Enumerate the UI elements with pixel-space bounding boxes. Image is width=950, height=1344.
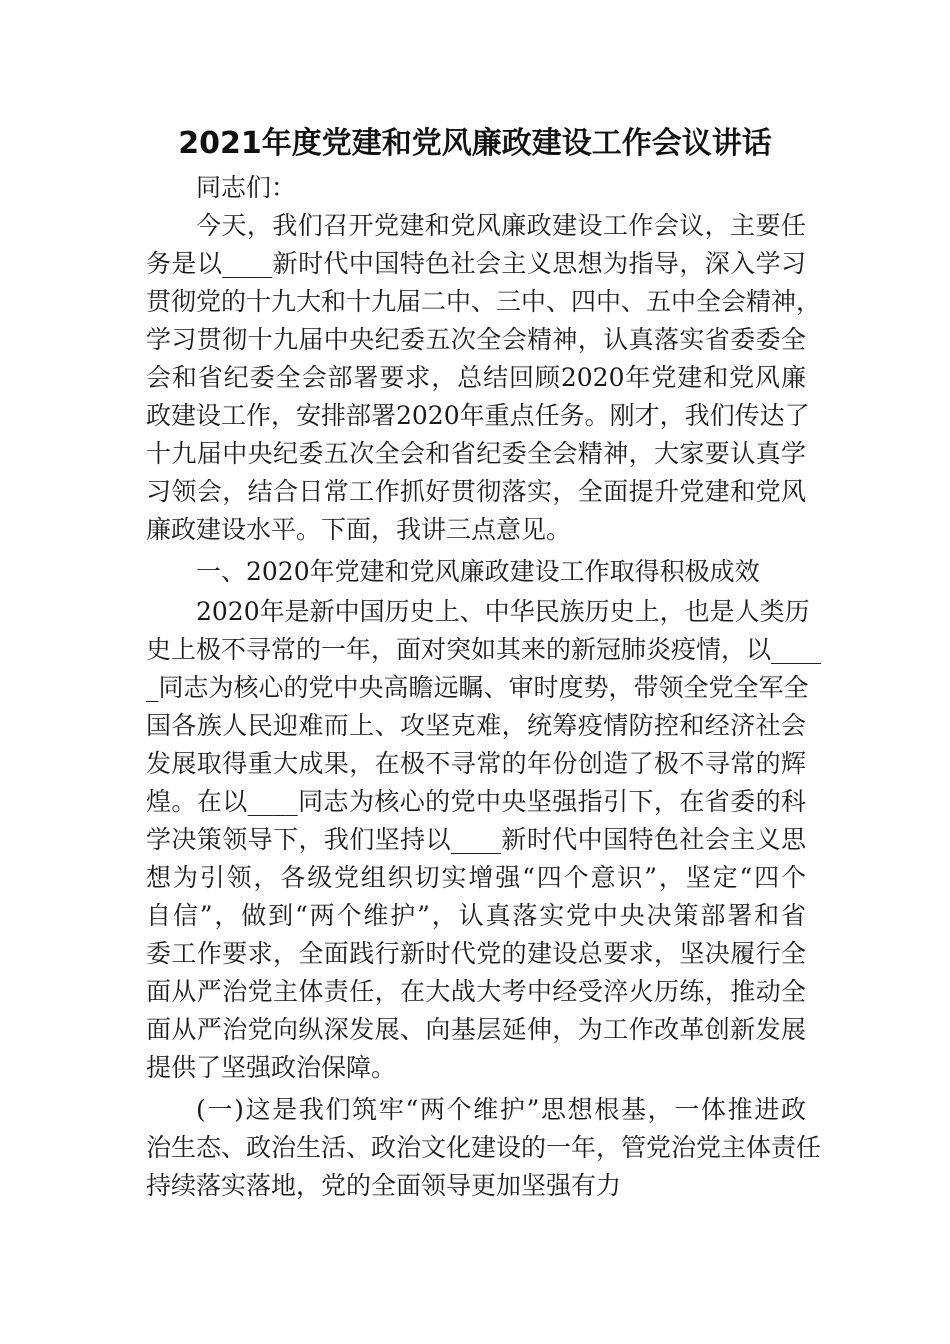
subsection-heading-line: 治生态、政治生活、政治文化建设的一年，管党治党主体责任 xyxy=(146,1133,822,1162)
paragraph-line: 习领会，结合日常工作抓好贯彻落实，全面提升党建和党风 xyxy=(146,477,806,506)
paragraph-line: 面从严治党主体责任，在大战大考中经受淬火历练，推动全 xyxy=(146,977,806,1006)
paragraph-line: 学决策领导下，我们坚持以____新时代中国特色社会主义思 xyxy=(146,825,806,854)
salutation: 同志们： xyxy=(196,173,297,202)
section-heading: 一、2020年党建和党风廉政建设工作取得积极成效 xyxy=(196,557,760,586)
paragraph-line: 委工作要求，全面践行新时代党的建设总要求，坚决履行全 xyxy=(146,939,806,968)
paragraph-line: 政建设工作，安排部署2020年重点任务。刚才，我们传达了 xyxy=(146,401,810,430)
paragraph-line: 廉政建设水平。下面，我讲三点意见。 xyxy=(146,515,572,544)
document-title: 2021年度党建和党风廉政建设工作会议讲话 xyxy=(178,126,772,161)
paragraph-line: 自信”，做到“两个维护”，认真落实党中央决策部署和省 xyxy=(146,901,806,930)
paragraph-line: 面从严治党向纵深发展、向基层延伸，为工作改革创新发展 xyxy=(146,1015,806,1044)
paragraph-line: 会和省纪委全会部署要求，总结回顾2020年党建和党风廉 xyxy=(146,363,806,392)
paragraph-line: 务是以____新时代中国特色社会主义思想为指导，深入学习 xyxy=(146,249,806,278)
paragraph-line: 2020年是新中国历史上、中华民族历史上，也是人类历 xyxy=(196,597,810,626)
paragraph-line: 国各族人民迎难而上、攻坚克难，统筹疫情防控和经济社会 xyxy=(146,711,806,740)
paragraph-line: 煌。在以____同志为核心的党中央坚强指引下，在省委的科 xyxy=(146,787,806,816)
subsection-heading-line: 持续落实落地，党的全面领导更加坚强有力 xyxy=(146,1171,622,1200)
paragraph-line: _同志为核心的党中央高瞻远瞩、审时度势，带领全党全军全 xyxy=(146,673,809,702)
paragraph-line: 提供了坚强政治保障。 xyxy=(146,1053,397,1082)
paragraph-line: 史上极不寻常的一年，面对突如其来的新冠肺炎疫情，以____ xyxy=(146,635,822,664)
paragraph-line: 学习贯彻十九届中央纪委五次全会精神，认真落实省委委全 xyxy=(146,325,806,354)
paragraph-line: 想为引领，各级党组织切实增强“四个意识”，坚定“四个 xyxy=(146,863,806,892)
paragraph-line: 发展取得重大成果，在极不寻常的年份创造了极不寻常的辉 xyxy=(146,749,806,778)
subsection-heading-line: (一)这是我们筑牢“两个维护”思想根基，一体推进政 xyxy=(196,1095,806,1124)
paragraph-line: 今天，我们召开党建和党风廉政建设工作会议，主要任 xyxy=(196,211,806,240)
paragraph-line: 贯彻党的十九大和十九届二中、三中、四中、五中全会精神， xyxy=(146,287,822,316)
paragraph-line: 十九届中央纪委五次全会和省纪委全会精神，大家要认真学 xyxy=(146,439,806,468)
